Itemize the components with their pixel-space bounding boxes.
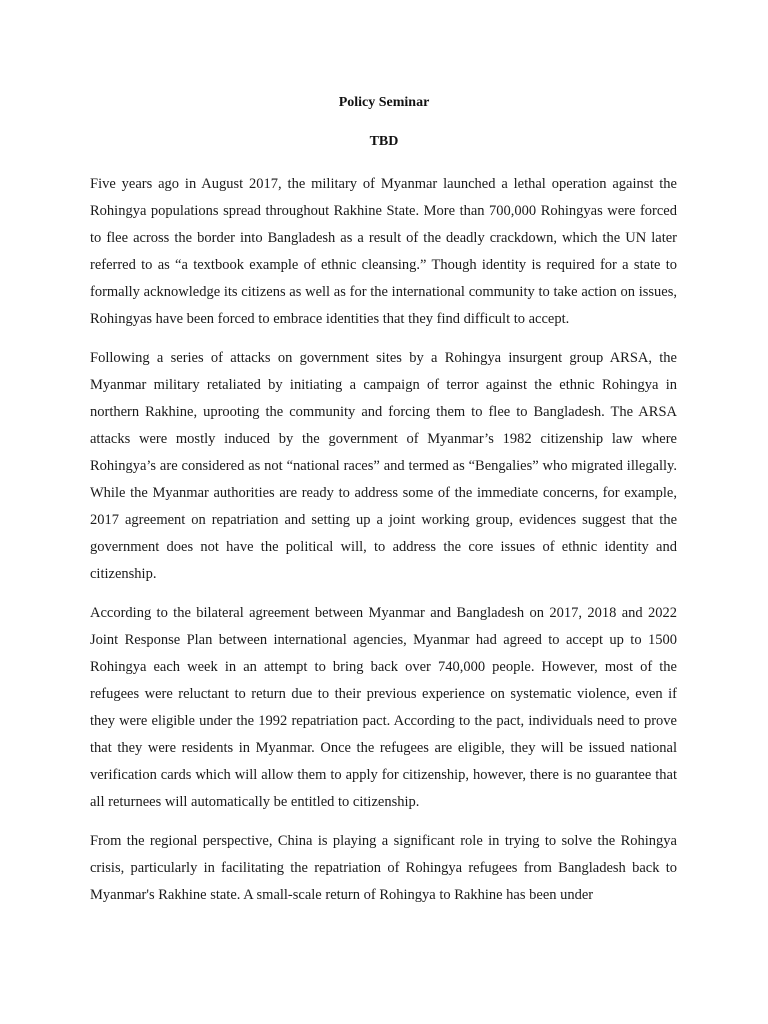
document-subtitle: TBD	[369, 134, 399, 149]
document-title: Policy Seminar	[338, 95, 430, 110]
paragraph: From the regional perspective, China is playing a significant role in trying to solve the Rohingya crisis, particularly in facilitating the repatriation of Rohingya refugees from Bangladesh back to Myanmar's Rakhine state. A small-scale return of Rohingya to Rakhine has been under	[90, 833, 677, 903]
paragraph: Following a series of attacks on government sites by a Rohingya insurgent group ARSA, the Myanmar military retaliated by initiating a campaign of terror against the ethnic Rohingya in northern Rakhine, uprooting the community and forcing them to flee to Bangladesh. The ARSA attacks were mostly induced by the government of Myanmar’s 1982 citizenship law where Rohingya’s are considered as not “national races” and termed as “Bengalies” who migrated illegally. While the Myanmar authorities are ready to address some of the immediate concerns, for example, 2017 agreement on repatriation and setting up a joint working group, evidences suggest that the government does not have the political will, to address the core issues of ethnic identity and citizenship.	[90, 350, 677, 582]
paragraph: Five years ago in August 2017, the military of Myanmar launched a lethal operation against the Rohingya populations spread throughout Rakhine State. More than 700,000 Rohingyas were forced to flee across the border into Bangladesh as a result of the deadly crackdown, which the UN later referred to as “a textbook example of ethnic cleansing.” Though identity is required for a state to formally acknowledge its citizens as well as for the international community to take action on issues, Rohingyas have been forced to embrace identities that they find difficult to accept.	[90, 176, 677, 327]
paragraph: According to the bilateral agreement between Myanmar and Bangladesh on 2017, 2018 and 2022 Joint Response Plan between international agencies, Myanmar had agreed to accept up to 1500 Rohingya each week in an attempt to bring back over 740,000 people. However, most of the refugees were reluctant to return due to their previous experience on systematic violence, even if they were eligible under the 1992 repatriation pact. According to the pact, individuals need to prove that they were residents in Myanmar. Once the refugees are eligible, they will be issued national verification cards which will allow them to apply for citizenship, however, there is no guarantee that all returnees will automatically be entitled to citizenship.	[90, 605, 677, 810]
document-body	[90, 171, 677, 921]
